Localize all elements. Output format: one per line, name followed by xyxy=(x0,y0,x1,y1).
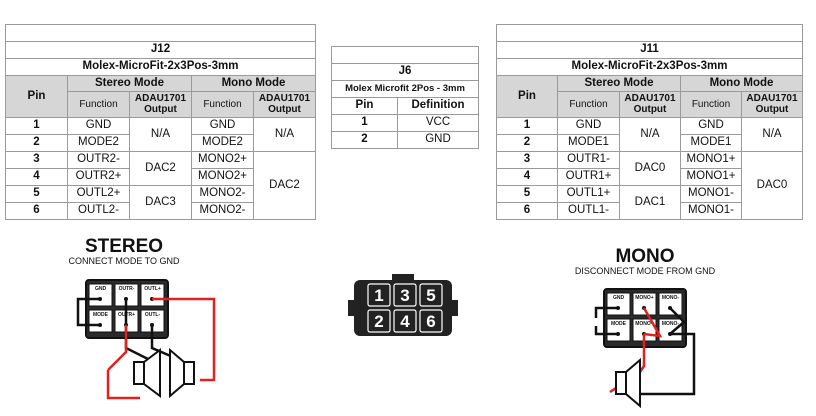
j12-mono-header: Mono Mode xyxy=(192,76,316,92)
mono-adau-output: N/A xyxy=(742,118,803,152)
mono-pin-label: MONO+ xyxy=(635,321,654,327)
stereo-adau-output: N/A xyxy=(130,118,192,152)
stereo-function: OUTR2- xyxy=(68,152,130,169)
j12-mono-adau-header: ADAU1701 Output xyxy=(254,92,316,118)
stereo-adau-output: DAC1 xyxy=(620,186,681,220)
mono-function: MONO1+ xyxy=(681,169,742,186)
connector-pinout-diagram xyxy=(348,274,458,336)
pin-number: 4 xyxy=(497,169,558,186)
connector-pin-number: 2 xyxy=(374,312,384,331)
pin-number: 1 xyxy=(6,118,68,135)
j6-connector-id: J6 xyxy=(332,64,479,81)
j11-banner: Speaker Output xyxy=(497,25,803,42)
stereo-pin-label: OUTR- xyxy=(118,286,135,292)
mono-pin-label: GND xyxy=(612,295,625,301)
mono-pin-label: MONO+ xyxy=(635,295,654,301)
mono-wiring-diagram xyxy=(575,246,716,406)
j11-stereo-header: Stereo Mode xyxy=(558,76,681,92)
mono-function: MONO2- xyxy=(192,186,254,203)
mono-pin-label: MONO- xyxy=(661,295,680,301)
j11-mono-function-header: Function xyxy=(681,92,742,118)
stereo-function: OUTL2+ xyxy=(68,186,130,203)
pin-number: 2 xyxy=(497,135,558,152)
pin-number: 6 xyxy=(6,203,68,220)
pin-number: 6 xyxy=(497,203,558,220)
connector-pin-number: 3 xyxy=(400,286,410,305)
stereo-pin-label: OUTL+ xyxy=(144,286,161,292)
pin-number: 4 xyxy=(6,169,68,186)
j11-stereo-function-header: Function xyxy=(558,92,620,118)
mono-function: MONO2+ xyxy=(192,169,254,186)
pin-number: 1 xyxy=(497,118,558,135)
stereo-adau-output: N/A xyxy=(620,118,681,152)
stereo-function: GND xyxy=(558,118,620,135)
j11-stereo-adau-header: ADAU1701 Output xyxy=(620,92,681,118)
j11-mono-header: Mono Mode xyxy=(681,76,803,92)
mono-function: GND xyxy=(681,118,742,135)
j11-connector-id: J11 xyxy=(497,42,803,59)
mono-function: MONO1- xyxy=(681,203,742,220)
stereo-pin-label: OUTR+ xyxy=(117,312,136,318)
mono-function: MONO1+ xyxy=(681,152,742,169)
j11-part-number: Molex-MicroFit-2x3Pos-3mm xyxy=(497,59,803,76)
mono-function: MODE1 xyxy=(681,135,742,152)
pin-definition: VCC xyxy=(398,115,479,132)
mono-pin-label: MONO- xyxy=(661,321,680,327)
stereo-function: OUTR2+ xyxy=(68,169,130,186)
connector-pin-number: 5 xyxy=(426,286,436,305)
j11-pin-header: Pin xyxy=(497,76,558,118)
pin-number: 5 xyxy=(6,186,68,203)
j12-mono-function-header: Function xyxy=(192,92,254,118)
mono-function: MONO1- xyxy=(681,186,742,203)
mono-function: GND xyxy=(192,118,254,135)
stereo-function: GND xyxy=(68,118,130,135)
stereo-function: OUTL1- xyxy=(558,203,620,220)
connector-pin-number: 1 xyxy=(374,286,384,305)
j12-connector-id: J12 xyxy=(6,42,316,59)
stereo-function: MODE2 xyxy=(68,135,130,152)
mono-function: MONO2- xyxy=(192,203,254,220)
pin-number: 2 xyxy=(332,132,398,149)
pin-number: 2 xyxy=(6,135,68,152)
mono-adau-output: DAC2 xyxy=(254,152,316,220)
stereo-function: OUTL2- xyxy=(68,203,130,220)
stereo-pin-label: OUTL- xyxy=(144,312,161,318)
stereo-pin-label: MODE xyxy=(93,312,108,318)
mono-adau-output: DAC0 xyxy=(742,152,803,220)
stereo-adau-output: DAC3 xyxy=(130,186,192,220)
stereo-function: MODE1 xyxy=(558,135,620,152)
pin-number: 1 xyxy=(332,115,398,132)
stereo-function: OUTR1- xyxy=(558,152,620,169)
pin-number: 5 xyxy=(497,186,558,203)
stereo-wiring-diagram xyxy=(68,236,214,398)
pin-number: 3 xyxy=(6,152,68,169)
mono-adau-output: N/A xyxy=(254,118,316,152)
pin-definition: GND xyxy=(398,132,479,149)
speaker-mono-icon xyxy=(616,360,640,406)
speaker-left-icon xyxy=(134,350,160,396)
j12-banner: Speaker Output xyxy=(6,25,316,42)
j6-banner: DC Power 12-26V xyxy=(332,47,479,64)
j12-stereo-function-header: Function xyxy=(68,92,130,118)
stereo-function: OUTL1+ xyxy=(558,186,620,203)
j6-pin-header: Pin xyxy=(332,98,398,115)
mono-pin-label: MODE xyxy=(611,321,626,327)
j12-stereo-adau-header: ADAU1701 Output xyxy=(130,92,192,118)
speaker-right-icon xyxy=(170,350,194,396)
pin-number: 3 xyxy=(497,152,558,169)
stereo-title: STEREO xyxy=(84,236,164,257)
j12-stereo-header: Stereo Mode xyxy=(68,76,192,92)
mono-function: MONO2+ xyxy=(192,152,254,169)
connector-pin-number: 6 xyxy=(426,312,436,331)
stereo-subtitle: CONNECT MODE TO GND xyxy=(68,256,180,266)
stereo-function: OUTR1+ xyxy=(558,169,620,186)
j11-mono-adau-header: ADAU1701 Output xyxy=(742,92,803,118)
connector-pin-number: 4 xyxy=(400,312,410,331)
stereo-pin-label: GND xyxy=(94,286,107,292)
stereo-adau-output: DAC2 xyxy=(130,152,192,186)
j6-definition-header: Definition xyxy=(398,98,479,115)
mono-subtitle: DISCONNECT MODE FROM GND xyxy=(574,266,716,276)
stereo-adau-output: DAC0 xyxy=(620,152,681,186)
j6-part-number: Molex Microfit 2Pos - 3mm xyxy=(332,81,479,98)
j12-pin-header: Pin xyxy=(6,76,68,118)
mono-function: MODE2 xyxy=(192,135,254,152)
mono-title: MONO xyxy=(615,246,675,267)
j12-part-number: Molex-MicroFit-2x3Pos-3mm xyxy=(6,59,316,76)
